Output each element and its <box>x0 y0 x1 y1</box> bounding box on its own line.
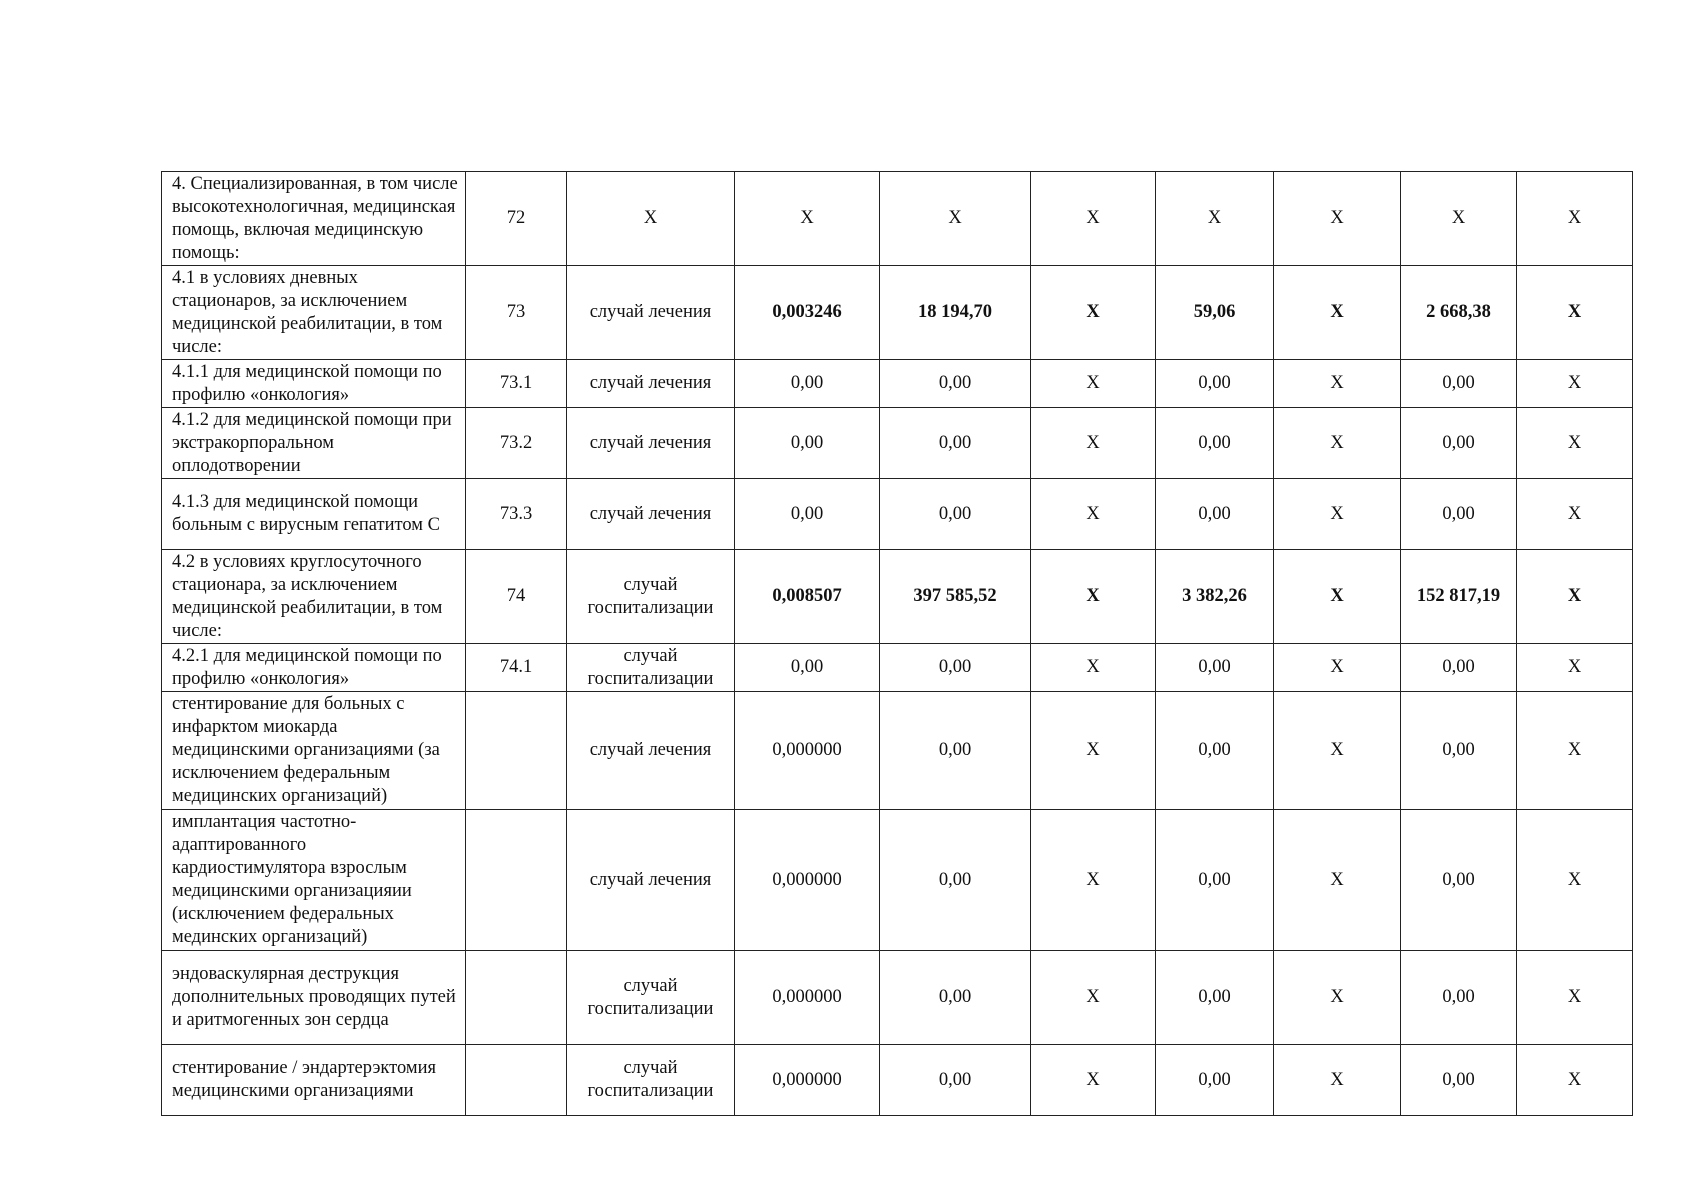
row-value-cell: X <box>1274 479 1401 550</box>
row-value-cell: 0,000000 <box>735 692 880 810</box>
row-value-cell: 0,008507 <box>735 550 880 644</box>
row-value-cell: 0,00 <box>1401 408 1517 479</box>
row-value-cell: 18 194,70 <box>880 266 1031 360</box>
table-row <box>162 266 1633 360</box>
row-value-cell: X <box>1274 951 1401 1045</box>
row-value-cell: X <box>1517 408 1633 479</box>
row-value-cell: X <box>1156 172 1274 266</box>
row-name-cell: 4.2 в условиях круглосуточного стационара, за исключением медицинской реабилитации, в том числе: <box>162 550 466 644</box>
row-value-cell: X <box>1401 172 1517 266</box>
row-value-cell: X <box>1517 1045 1633 1116</box>
row-unit-cell: случай госпитализации <box>567 550 735 644</box>
row-name-cell: 4.1.1 для медицинской помощи по профилю «онкология» <box>162 360 466 408</box>
row-value-cell: X <box>880 172 1031 266</box>
row-value-cell: 0,00 <box>735 408 880 479</box>
row-value-cell: X <box>1031 692 1156 810</box>
row-unit-cell: случай госпитализации <box>567 644 735 692</box>
row-value-cell: X <box>1517 266 1633 360</box>
row-value-cell: 0,00 <box>1156 810 1274 951</box>
row-value-cell: X <box>1031 360 1156 408</box>
row-value-cell: 0,000000 <box>735 1045 880 1116</box>
row-value-cell: 0,00 <box>880 479 1031 550</box>
row-value-cell: 0,00 <box>1401 692 1517 810</box>
row-value-cell: X <box>1031 1045 1156 1116</box>
medical-care-table <box>161 171 1633 1116</box>
row-value-cell: X <box>1031 644 1156 692</box>
row-value-cell: X <box>1031 408 1156 479</box>
row-code-cell: 74 <box>466 550 567 644</box>
row-unit-cell: случай лечения <box>567 479 735 550</box>
row-value-cell: 0,00 <box>880 951 1031 1045</box>
row-unit-cell: случай госпитализации <box>567 951 735 1045</box>
row-value-cell: X <box>1274 360 1401 408</box>
row-value-cell: 0,00 <box>735 360 880 408</box>
row-unit-cell: X <box>567 172 735 266</box>
row-code-cell: 73.1 <box>466 360 567 408</box>
row-value-cell: 397 585,52 <box>880 550 1031 644</box>
row-value-cell: 0,00 <box>1156 360 1274 408</box>
row-value-cell: 59,06 <box>1156 266 1274 360</box>
row-value-cell: 0,00 <box>735 644 880 692</box>
table-row <box>162 692 1633 810</box>
row-value-cell: 0,000000 <box>735 951 880 1045</box>
row-code-cell <box>466 692 567 810</box>
row-value-cell: X <box>1517 479 1633 550</box>
row-code-cell: 74.1 <box>466 644 567 692</box>
row-value-cell: 2 668,38 <box>1401 266 1517 360</box>
row-code-cell <box>466 1045 567 1116</box>
row-value-cell: 0,00 <box>1401 479 1517 550</box>
row-name-cell: 4.1.3 для медицинской помощи больным с вирусным гепатитом С <box>162 479 466 550</box>
row-value-cell: 0,00 <box>880 692 1031 810</box>
row-value-cell: X <box>1031 172 1156 266</box>
row-value-cell: X <box>1274 810 1401 951</box>
row-value-cell: 0,00 <box>1401 360 1517 408</box>
row-value-cell: 0,00 <box>1156 408 1274 479</box>
row-value-cell: X <box>735 172 880 266</box>
table-row <box>162 644 1633 692</box>
row-unit-cell: случай лечения <box>567 692 735 810</box>
row-code-cell <box>466 810 567 951</box>
row-value-cell: X <box>1031 550 1156 644</box>
row-value-cell: 0,00 <box>880 408 1031 479</box>
row-value-cell: X <box>1031 810 1156 951</box>
row-name-cell: 4.2.1 для медицинской помощи по профилю «онкология» <box>162 644 466 692</box>
row-value-cell: 0,00 <box>880 810 1031 951</box>
row-value-cell: X <box>1517 360 1633 408</box>
row-unit-cell: случай лечения <box>567 266 735 360</box>
row-name-cell: стентирование для больных с инфарктом миокарда медицинскими организациями (за исключением федеральным медицинских организаций) <box>162 692 466 810</box>
table-row <box>162 550 1633 644</box>
table-row <box>162 479 1633 550</box>
row-value-cell: 3 382,26 <box>1156 550 1274 644</box>
row-unit-cell: случай госпитализации <box>567 1045 735 1116</box>
row-name-cell: 4.1.2 для медицинской помощи при экстракорпоральном оплодотворении <box>162 408 466 479</box>
row-name-cell: имплантация частотно-адаптированного кардиостимулятора взрослым медицинскими организацияии (исключением федеральных мединских организаций) <box>162 810 466 951</box>
row-value-cell: X <box>1517 550 1633 644</box>
row-value-cell: X <box>1517 810 1633 951</box>
row-value-cell: 0,000000 <box>735 810 880 951</box>
row-value-cell: X <box>1517 692 1633 810</box>
row-code-cell: 73.2 <box>466 408 567 479</box>
row-value-cell: X <box>1274 644 1401 692</box>
row-value-cell: 152 817,19 <box>1401 550 1517 644</box>
row-value-cell: 0,003246 <box>735 266 880 360</box>
row-value-cell: X <box>1031 479 1156 550</box>
row-value-cell: X <box>1517 951 1633 1045</box>
row-unit-cell: случай лечения <box>567 810 735 951</box>
row-value-cell: 0,00 <box>1156 692 1274 810</box>
row-value-cell: X <box>1274 550 1401 644</box>
row-value-cell: 0,00 <box>1401 1045 1517 1116</box>
row-code-cell: 73.3 <box>466 479 567 550</box>
row-value-cell: 0,00 <box>880 644 1031 692</box>
row-code-cell <box>466 951 567 1045</box>
row-name-cell: эндоваскулярная деструкция дополнительных проводящих путей и аритмогенных зон сердца <box>162 951 466 1045</box>
table-row <box>162 408 1633 479</box>
table-row <box>162 360 1633 408</box>
row-value-cell: 0,00 <box>880 360 1031 408</box>
row-value-cell: 0,00 <box>1156 479 1274 550</box>
row-value-cell: 0,00 <box>1156 1045 1274 1116</box>
table-row <box>162 172 1633 266</box>
row-name-cell: 4. Специализированная, в том числе высокотехнологичная, медицинская помощь, включая медицинскую помощь: <box>162 172 466 266</box>
row-value-cell: X <box>1274 266 1401 360</box>
row-value-cell: 0,00 <box>1156 644 1274 692</box>
row-value-cell: X <box>1031 951 1156 1045</box>
row-value-cell: 0,00 <box>1401 644 1517 692</box>
row-name-cell: 4.1 в условиях дневных стационаров, за исключением медицинской реабилитации, в том числе: <box>162 266 466 360</box>
table-row <box>162 810 1633 951</box>
row-code-cell: 72 <box>466 172 567 266</box>
row-value-cell: X <box>1031 266 1156 360</box>
row-value-cell: X <box>1274 1045 1401 1116</box>
row-value-cell: X <box>1274 408 1401 479</box>
row-unit-cell: случай лечения <box>567 408 735 479</box>
row-value-cell: 0,00 <box>880 1045 1031 1116</box>
row-value-cell: 0,00 <box>1401 810 1517 951</box>
row-value-cell: 0,00 <box>1156 951 1274 1045</box>
row-value-cell: X <box>1274 172 1401 266</box>
row-unit-cell: случай лечения <box>567 360 735 408</box>
row-code-cell: 73 <box>466 266 567 360</box>
table-row <box>162 951 1633 1045</box>
row-value-cell: 0,00 <box>735 479 880 550</box>
row-value-cell: X <box>1274 692 1401 810</box>
row-value-cell: X <box>1517 172 1633 266</box>
row-value-cell: X <box>1517 644 1633 692</box>
row-value-cell: 0,00 <box>1401 951 1517 1045</box>
row-name-cell: стентирование / эндартерэктомия медицинскими организациями <box>162 1045 466 1116</box>
table-row <box>162 1045 1633 1116</box>
